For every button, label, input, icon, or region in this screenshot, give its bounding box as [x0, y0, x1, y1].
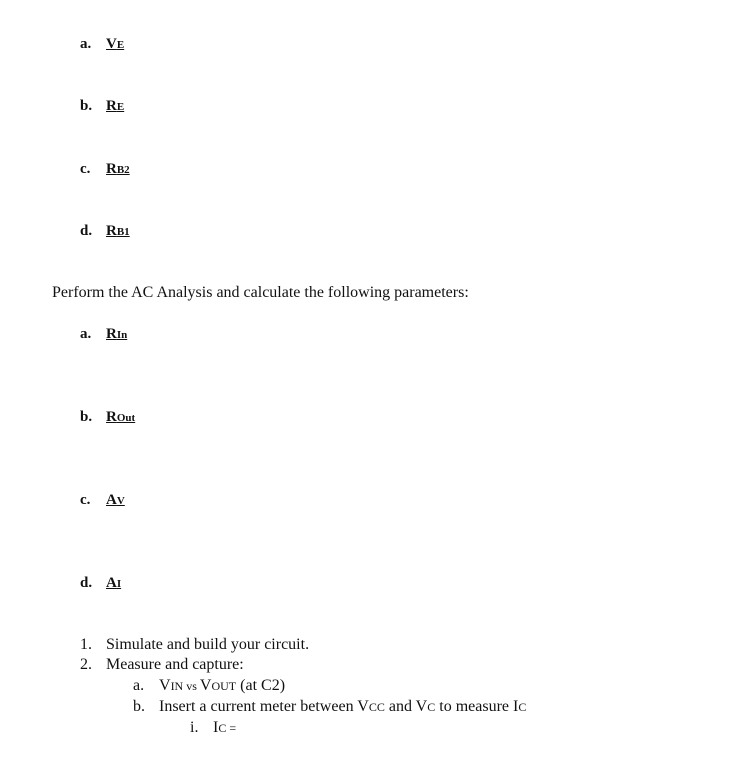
- item-subscript: B1: [116, 226, 130, 238]
- step-number: 1.: [80, 636, 92, 653]
- substep-letter: b.: [133, 698, 145, 715]
- vs-text: vs: [183, 679, 200, 693]
- step-2: [80, 656, 244, 674]
- sub-in: IN: [170, 679, 184, 693]
- item-subscript: Out: [116, 412, 136, 424]
- item-letter: b.: [80, 98, 93, 114]
- step-number: 2.: [80, 656, 92, 673]
- item-subscript: I: [116, 578, 122, 590]
- sub-c: C: [518, 700, 527, 714]
- var-v: V: [159, 677, 171, 694]
- step-1: [80, 636, 309, 654]
- var-i: I: [513, 698, 519, 715]
- item-subscript: E: [116, 39, 125, 51]
- sub-cc: CC: [368, 700, 385, 714]
- var-v: V: [357, 698, 369, 715]
- var-v: V: [415, 698, 428, 715]
- substep-tail: (at C2): [236, 677, 286, 694]
- item-variable: V: [106, 36, 117, 52]
- substep-i: [190, 719, 236, 737]
- sub-out: OUT: [211, 679, 237, 693]
- item-subscript: B2: [116, 164, 130, 176]
- substep-text: to measure: [435, 698, 513, 715]
- step-text: Measure and capture:: [106, 656, 244, 673]
- substep-a: [133, 677, 285, 695]
- sub-c: C: [218, 721, 227, 735]
- var-i: I: [213, 719, 219, 736]
- dc-item-rb1: [80, 223, 130, 240]
- item-letter: d.: [80, 575, 93, 591]
- item-letter: a.: [80, 36, 92, 52]
- item-variable: R: [106, 409, 117, 425]
- ac-item-rin: [80, 326, 127, 343]
- substep-text: Insert a current meter between: [159, 698, 358, 715]
- item-variable: A: [106, 492, 117, 508]
- step-text: Simulate and build your circuit.: [106, 636, 310, 653]
- item-variable: R: [106, 161, 117, 177]
- item-variable: R: [106, 326, 117, 342]
- ac-item-ai: [80, 575, 121, 592]
- substep-text: and: [384, 698, 416, 715]
- item-letter: b.: [80, 409, 93, 425]
- item-letter: d.: [80, 223, 93, 239]
- item-subscript: E: [116, 101, 125, 113]
- var-v: V: [199, 677, 212, 694]
- ac-item-rout: [80, 409, 135, 426]
- substep-b: [133, 698, 526, 716]
- dc-item-ve: [80, 36, 124, 53]
- item-variable: R: [106, 98, 117, 114]
- ac-intro: Perform the AC Analysis and calculate the following parameters:: [52, 284, 469, 301]
- substep-roman: i.: [190, 719, 199, 736]
- item-letter: c.: [80, 161, 91, 177]
- item-letter: a.: [80, 326, 92, 342]
- dc-item-rb2: [80, 161, 130, 178]
- item-variable: R: [106, 223, 117, 239]
- dc-item-re: [80, 98, 124, 115]
- sub-c: C: [427, 700, 436, 714]
- item-variable: A: [106, 575, 117, 591]
- item-subscript: V: [116, 495, 125, 507]
- substep-letter: a.: [133, 677, 145, 694]
- item-subscript: In: [116, 329, 128, 341]
- item-letter: c.: [80, 492, 91, 508]
- ac-item-av: [80, 492, 125, 509]
- equals-sign: =: [226, 721, 237, 735]
